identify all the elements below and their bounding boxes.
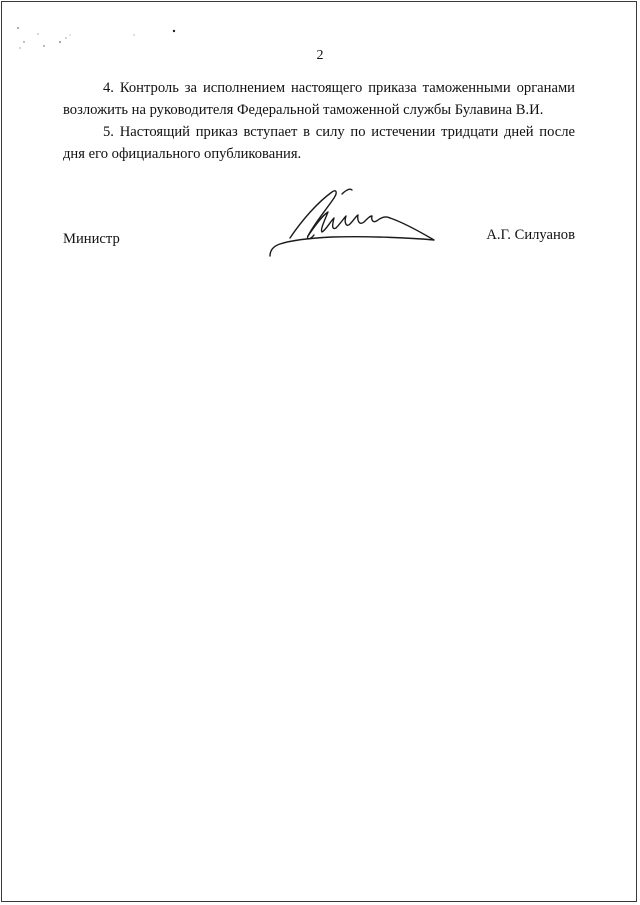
paragraph-item-4: 4. Контроль за исполнением настоящего приказа таможенными органами возложить на руководителя Федеральной таможенной службы Булавина В.И. bbox=[63, 80, 575, 118]
page-number: 2 bbox=[316, 48, 324, 63]
paragraph-item-5: 5. Настоящий приказ вступает в силу по истечении тридцати дней после дня его официального опубликования. bbox=[63, 124, 575, 162]
handwritten-signature bbox=[262, 180, 442, 265]
order-body bbox=[63, 77, 575, 165]
signatory-title: Министр bbox=[63, 231, 120, 247]
signatory-name: А.Г. Силуанов bbox=[486, 227, 575, 243]
